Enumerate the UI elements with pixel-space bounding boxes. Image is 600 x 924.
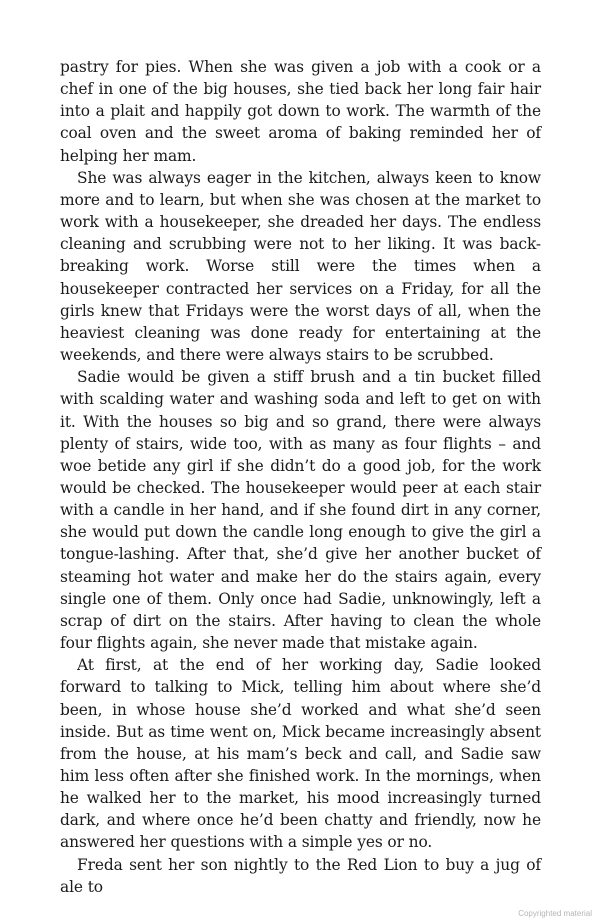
paragraph-3: Sadie would be given a stiff brush and a tin bucket filled with scalding water and washing soda and left to get on with it. With the houses so big and so grand, there were always plenty of stairs, wide too, with as many as four flights – and woe betide any girl if she didn’t do a good job, for the work would be checked. The housekeeper would peer at each stair with a candle in her hand, and if she found dirt in any corner, she would put down the candle long enough to give the girl a tongue-lashing. After that, she’d give her another bucket of steaming hot water and make her do the stairs again, every single one of them. Only once had Sadie, unknowingly, left a scrap of dirt on the stairs. After having to clean the whole four flights again, she never made that mistake again. bbox=[60, 368, 541, 653]
paragraph-5: Freda sent her son nightly to the Red Lion to buy a jug of ale to bbox=[60, 855, 541, 896]
paragraph-2: She was always eager in the kitchen, always keen to know more and to learn, but when she was chosen at the market to work with a housekeeper, she dreaded her days. The endless cleaning and scrubbing were not to her liking. It was back-breaking work. Worse still were the times when a housekeeper contracted her services on a Friday, for all the girls knew that Fridays were the worst days of all, when the heaviest cleaning was done ready for entertaining at the weekends, and there were always stairs to be scrubbed. bbox=[60, 168, 541, 365]
paragraph-4: At first, at the end of her working day, Sadie looked forward to talking to Mick, telling him about where she’d been, in whose house she’d worked and what she’d seen inside. But as time went on, Mick became increasingly absent from the house, at his mam’s beck and call, and Sadie saw him less often after she finished work. In the mornings, when he walked her to the market, his mood increasingly turned dark, and where once he’d been chatty and friendly, now he answered her questions with a simple yes or no. bbox=[60, 656, 541, 852]
paragraph-1: pastry for pies. When she was given a job with a cook or a chef in one of the big houses, she tied back her long fair hair into a plait and happily got down to work. The warmth of the coal oven and the sweet aroma of baking reminded her of helping her mam. bbox=[60, 58, 541, 165]
copyright-watermark: Copyrighted material bbox=[518, 909, 592, 918]
book-page-body bbox=[60, 56, 541, 898]
